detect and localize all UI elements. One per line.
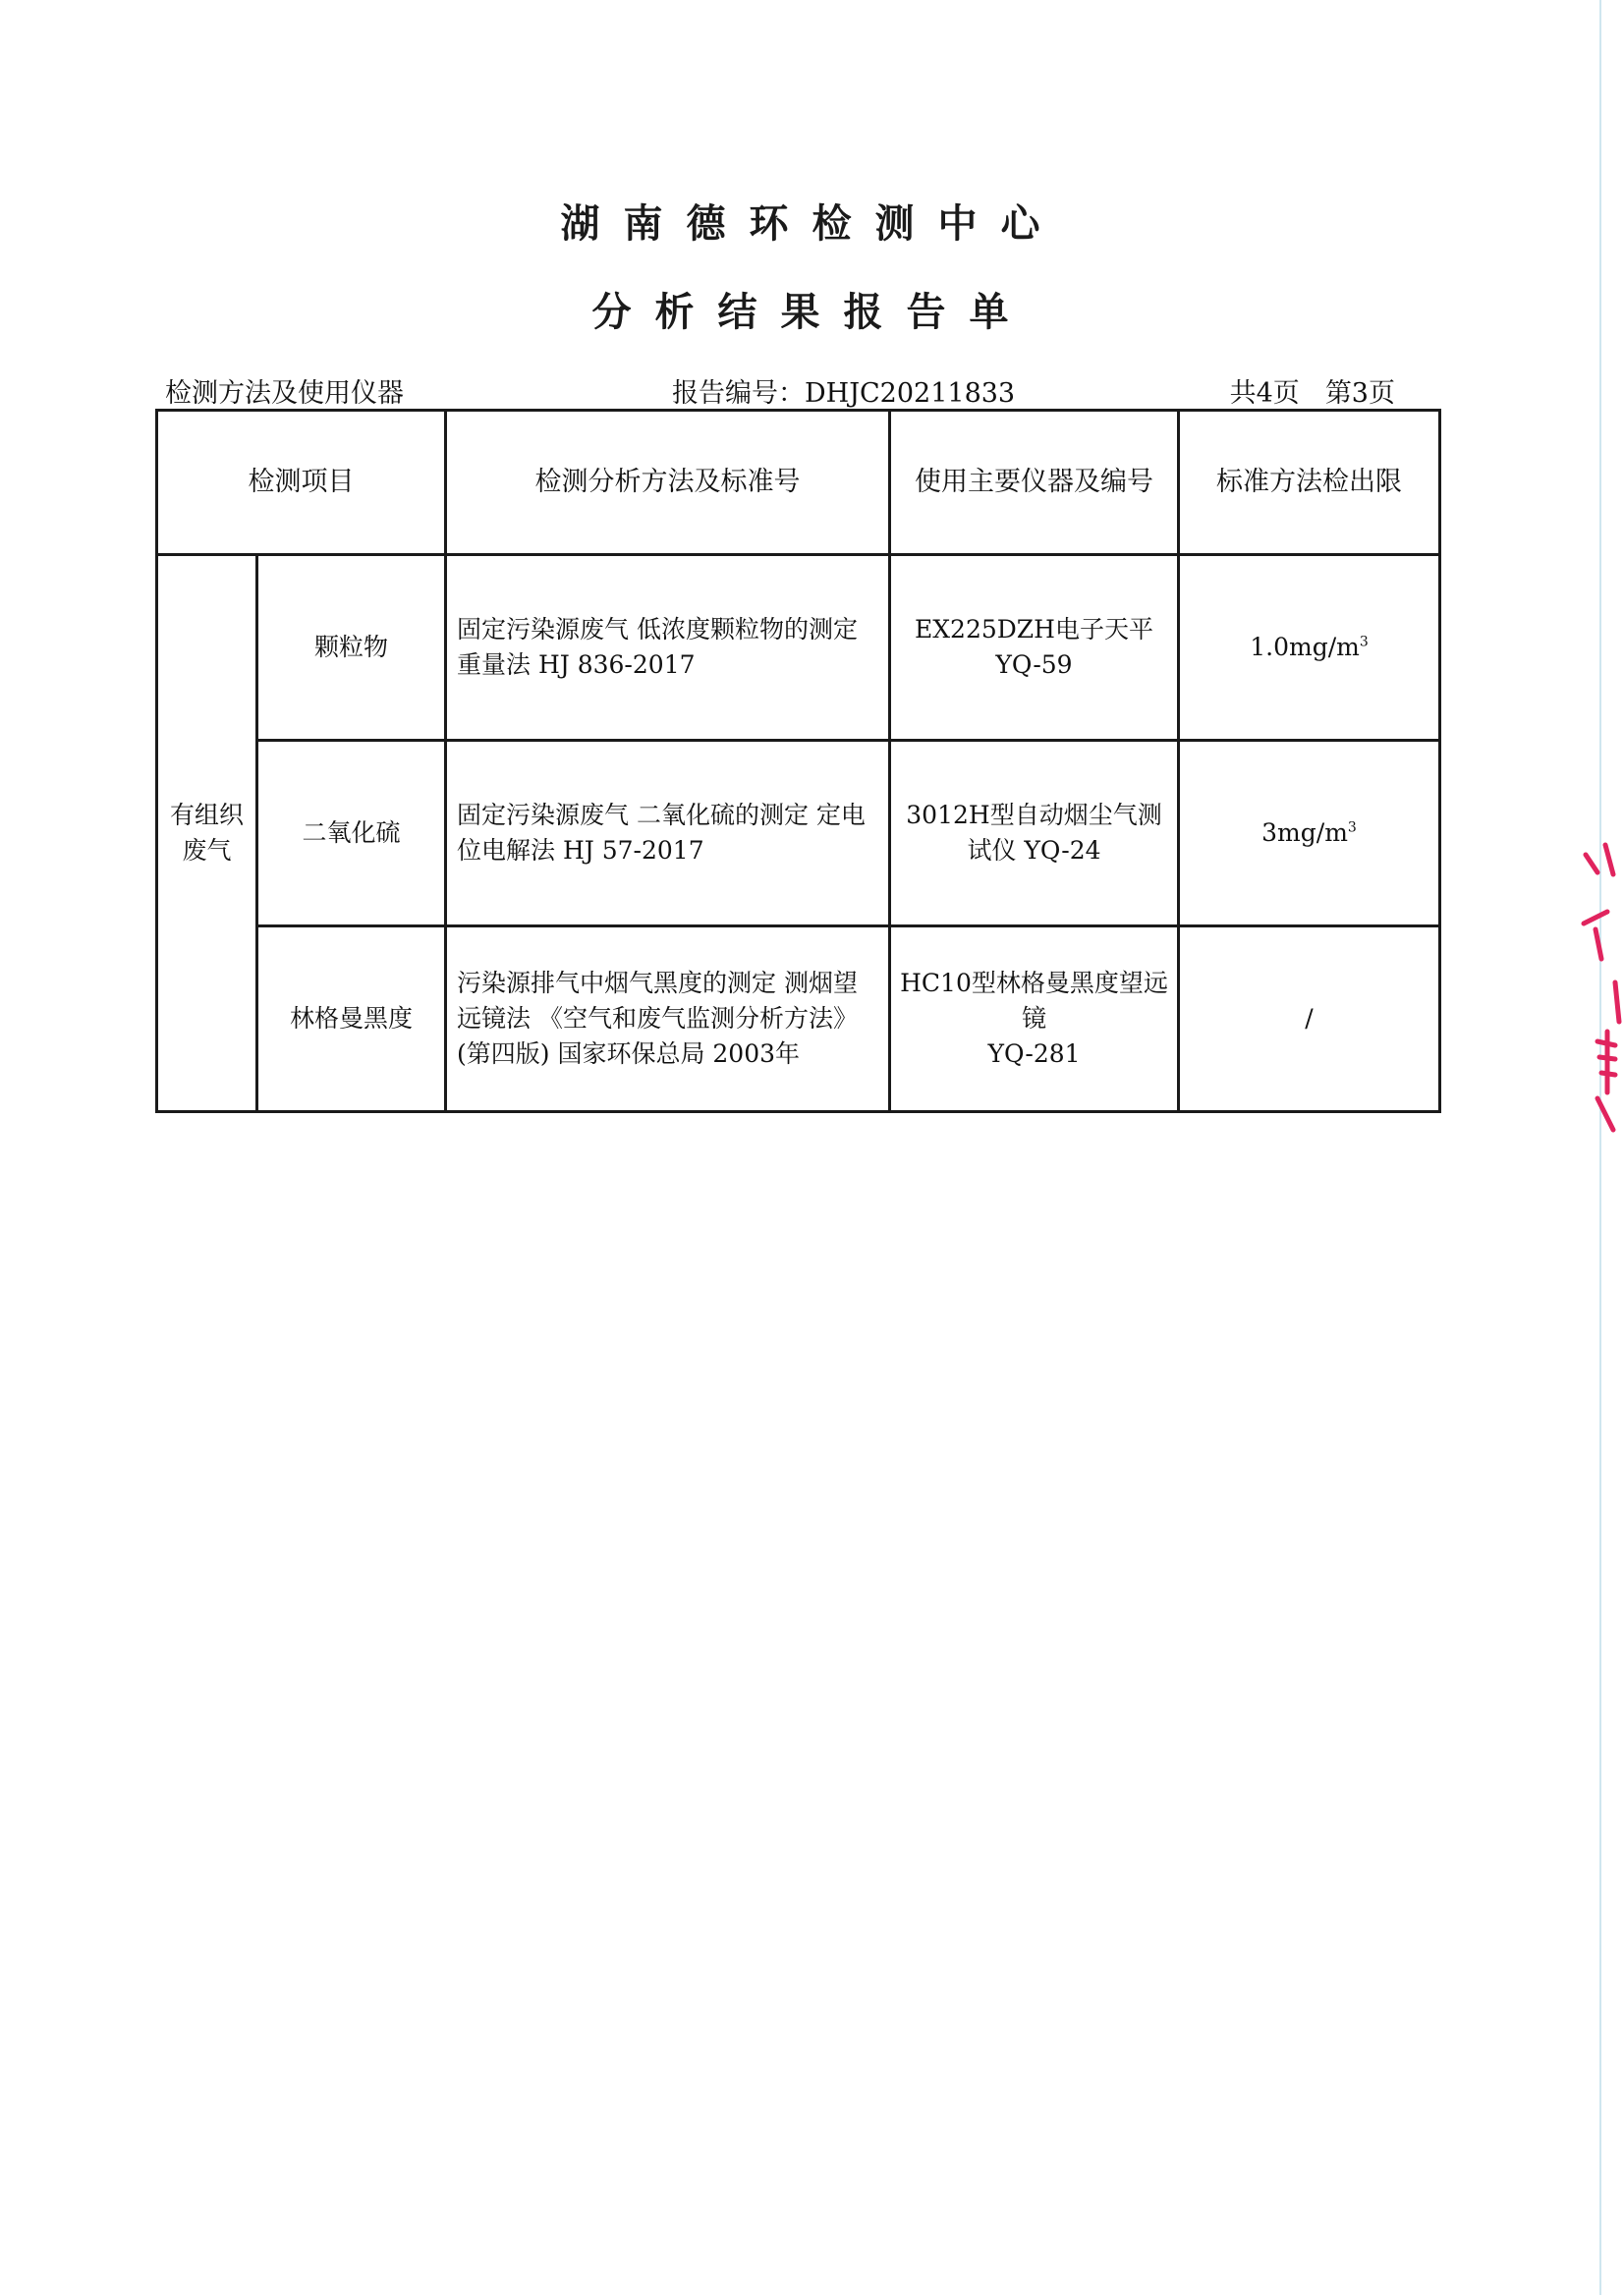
instrument-id: YQ-281 — [987, 1039, 1081, 1068]
table-row — [157, 555, 1440, 741]
item-cell: 林格曼黑度 — [257, 926, 446, 1112]
red-seal-fragment — [1568, 835, 1624, 1149]
table-row — [157, 926, 1440, 1112]
item-cell: 二氧化硫 — [257, 741, 446, 926]
limit-unit-exponent: 3 — [1347, 819, 1357, 836]
limit-value: 3mg/m — [1261, 818, 1348, 847]
limit-cell — [1179, 926, 1440, 1112]
page-number: 第3页 — [1324, 378, 1395, 409]
instrument-id: YQ-59 — [995, 650, 1073, 679]
category-cell: 有组织废气 — [157, 555, 257, 1112]
limit-value: 1.0mg/m — [1250, 633, 1360, 661]
limit-cell — [1179, 555, 1440, 741]
limit-value: / — [1305, 1004, 1314, 1033]
instrument-cell — [890, 555, 1179, 741]
method-cell: 固定污染源废气 二氧化硫的测定 定电位电解法 HJ 57-2017 — [446, 741, 890, 926]
instrument-name: HC10型林格曼黑度望远镜 — [900, 969, 1168, 1033]
section-label: 检测方法及使用仪器 — [165, 378, 404, 409]
doc-title: 分析结果报告单 — [591, 290, 1033, 335]
org-name: 湖南德环检测中心 — [560, 201, 1064, 247]
table-header-row — [157, 411, 1440, 555]
meta-row — [165, 371, 1395, 411]
report-number: 报告编号：DHJC20211833 — [672, 378, 1016, 409]
header-limit: 标准方法检出限 — [1179, 411, 1440, 555]
instrument-name: 3012H型自动烟尘气测试仪 YQ-24 — [906, 801, 1162, 865]
instrument-name: EX225DZH电子天平 — [915, 615, 1153, 644]
total-pages: 共4页 — [1229, 378, 1300, 409]
item-cell: 颗粒物 — [257, 555, 446, 741]
header-instrument: 使用主要仪器及编号 — [890, 411, 1179, 555]
page-info — [1230, 371, 1395, 410]
limit-cell — [1179, 741, 1440, 926]
header-item: 检测项目 — [157, 411, 446, 555]
header-method: 检测分析方法及标准号 — [446, 411, 890, 555]
table-row — [157, 741, 1440, 926]
methods-table — [155, 409, 1441, 1113]
instrument-cell — [890, 926, 1179, 1112]
method-cell: 固定污染源废气 低浓度颗粒物的测定 重量法 HJ 836-2017 — [446, 555, 890, 741]
instrument-cell — [890, 741, 1179, 926]
method-cell: 污染源排气中烟气黑度的测定 测烟望远镜法 《空气和废气监测分析方法》(第四版) 国家环保总局 2003年 — [446, 926, 890, 1112]
limit-unit-exponent: 3 — [1359, 634, 1369, 650]
